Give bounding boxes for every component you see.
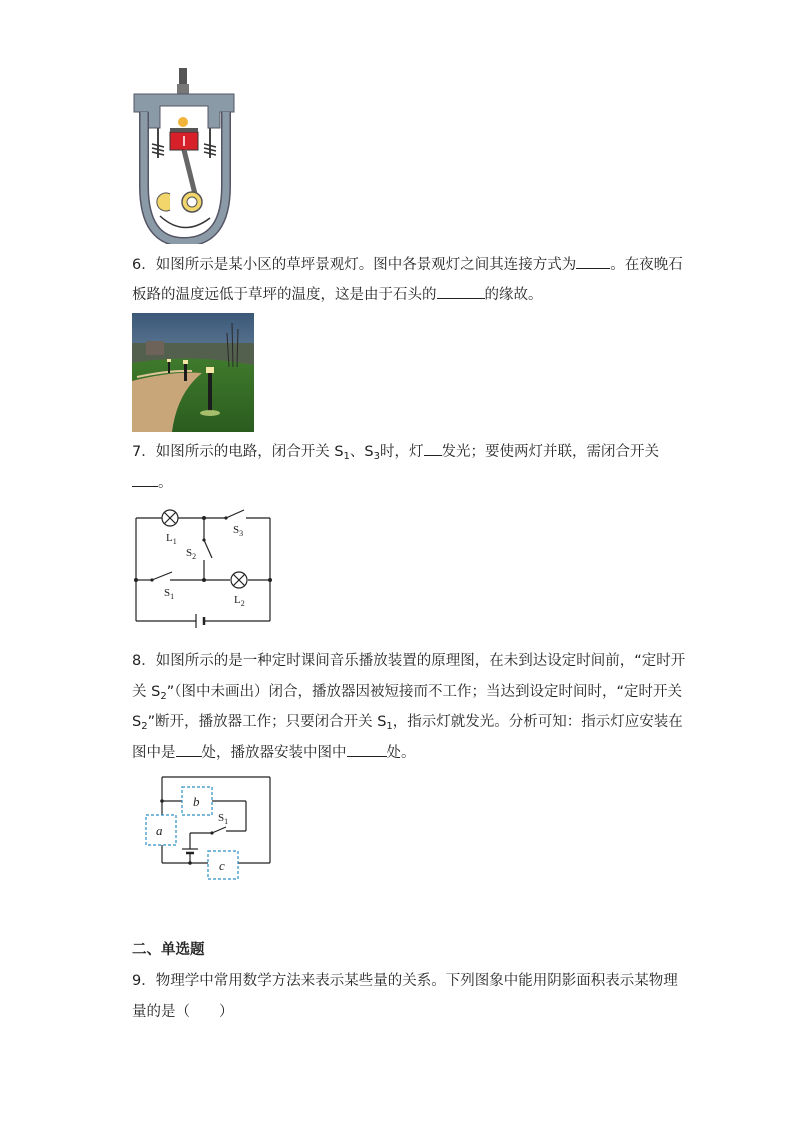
q8-subscript: 1 — [386, 721, 393, 732]
q8-text: 处。 — [386, 745, 416, 761]
q8-text: ”（图中未画出）闭合，播放器因被短接而不工作；当达到设定时间时，“定时开关 — [166, 684, 682, 700]
q6-text: 的缘故。 — [484, 287, 543, 303]
q6-line-1 — [132, 254, 683, 275]
q7-subscript: 3 — [373, 451, 381, 462]
section-title: 二、单选题 — [132, 942, 205, 958]
q8-label-b: b — [193, 794, 200, 809]
q7-line-2 — [132, 472, 173, 493]
q7-text: 、S — [349, 444, 374, 460]
q9-line-2 — [132, 1002, 234, 1022]
q6-text: 板路的温度远低于草坪的温度，这是由于石头的 — [132, 287, 437, 303]
q8-blank-1 — [176, 742, 202, 757]
q8-line-3 — [132, 712, 683, 737]
q8-line-4 — [132, 742, 416, 763]
q7-blank-2 — [132, 472, 158, 487]
q8-text: ，指示灯就发光。分析可知：指示灯应安装在 — [392, 714, 683, 730]
q8-subscript: 2 — [141, 721, 148, 732]
q9-line-1 — [132, 971, 678, 991]
q8-blank-2 — [347, 742, 387, 757]
q8-subscript: 2 — [160, 691, 167, 702]
q6-blank-1 — [576, 254, 610, 269]
q7-label-l2: $L_2$ — [234, 594, 245, 608]
q8-label-s1: $S_1$ — [218, 812, 229, 826]
q7-circuit-diagram — [130, 506, 280, 632]
lawn-lights-photo — [132, 313, 254, 432]
q8-text: 图中是 — [132, 745, 176, 761]
q8-line-2 — [132, 682, 682, 707]
q6-line-2 — [132, 284, 543, 305]
q8-text: S — [132, 714, 142, 730]
q7-text: 时，灯 — [380, 444, 424, 460]
q6-text: 。在夜晚石 — [610, 257, 683, 273]
q7-label-s1: $S_1$ — [164, 587, 175, 601]
q8-label-a: a — [156, 823, 163, 838]
q7-label-s2: $S_2$ — [186, 547, 197, 561]
q6-text: 6．如图所示是某小区的草坪景观灯。图中各景观灯之间其连接方式为 — [132, 257, 577, 273]
q9-text: 9．物理学中常用数学方法来表示某些量的关系。下列图象中能用阴影面积表示某物理 — [132, 973, 678, 989]
q7-label-l1: $L_1$ — [166, 532, 177, 546]
q8-text: 关 S — [132, 684, 161, 700]
q7-blank-1 — [424, 441, 442, 456]
q9-text: 量的是（ ） — [132, 1004, 234, 1020]
q7-subscript: 1 — [343, 451, 350, 462]
q8-label-c: c — [219, 858, 225, 873]
q7-text: 。 — [158, 475, 173, 491]
q8-text: ”断开，播放器工作；只要闭合开关 S — [147, 714, 387, 730]
q8-text: 处，播放器安装中图中 — [201, 745, 347, 761]
q8-circuit-diagram — [142, 773, 278, 883]
q7-line-1 — [132, 441, 659, 467]
q7-text: 7．如图所示的电路，闭合开关 S — [132, 444, 344, 460]
q7-text: 发光；要使两灯并联，需闭合开关 — [441, 444, 660, 460]
q8-text: 8．如图所示的是一种定时课间音乐播放装置的原理图，在未到达设定时间前，“定时开 — [132, 653, 686, 669]
engine-cylinder-diagram — [130, 66, 238, 244]
q8-line-1 — [132, 651, 685, 671]
q6-blank-2 — [437, 284, 485, 299]
q7-label-s3: $S_3$ — [233, 524, 244, 538]
